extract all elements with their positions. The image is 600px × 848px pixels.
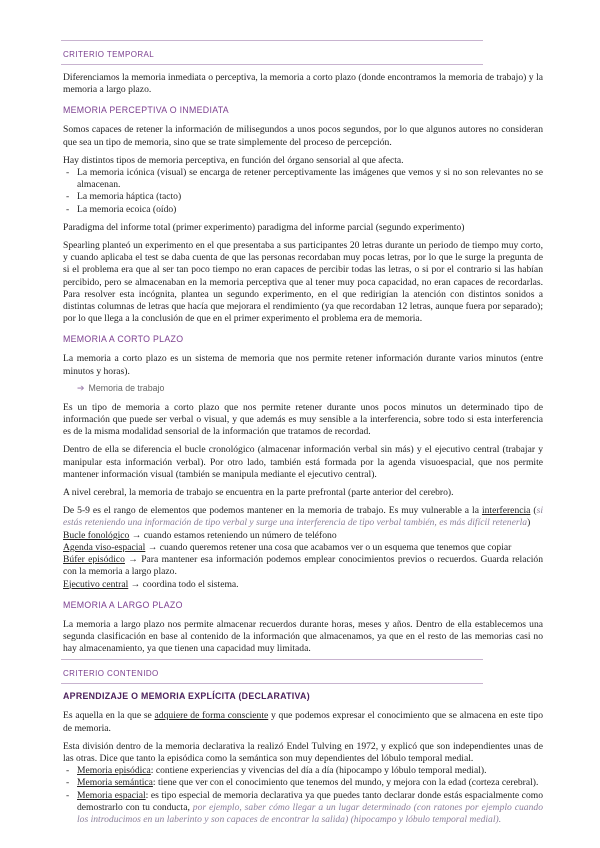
memory-text: : contiene experiencias y vivencias del día a día (hipocampo y lóbulo temporal medial). [150, 765, 487, 777]
heading-memoria-perceptiva: MEMORIA PERCEPTIVA O INMEDIATA [63, 105, 229, 116]
subheading-memoria-trabajo [77, 383, 543, 394]
text-span: y que podemos expresar el conocimiento que se almacena en este tipo de memoria. [63, 710, 543, 734]
list-item: - La memoria ecoica (oído) [63, 204, 543, 216]
explicita-paragraph-1 [63, 710, 543, 734]
component-term: Bucle fonológico [63, 529, 130, 541]
list-item [63, 777, 543, 789]
component-term: Ejecutivo central [63, 578, 129, 590]
perceptiva-paragraph-1: Somos capaces de retener la información de milisegundos a unos pocos segundos, por lo que algunos autores no consideran que sea un tipo de memoria, sino que se trate simplemente del proceso de percepción. [63, 124, 543, 148]
list-item: - La memoria icónica (visual) se encarga de retener perceptivamente las imágenes que vemos y si no son relevantes no se almacenan. [63, 167, 543, 191]
section-box-criterio-contenido [61, 659, 483, 684]
arrow-icon: ➔ [77, 382, 85, 393]
italic-example: si estás reteniendo una información de tipo verbal y surge una interferencia de tipo verbal también, es más difícil retenerla [63, 505, 544, 529]
paradigm-paragraph: Paradigma del informe total (primer experimento) paradigma del informe parcial (segundo experimento) [63, 221, 465, 233]
component-text: → coordina todo el sistema. [128, 578, 239, 590]
corto-paragraph-5 [63, 505, 543, 529]
italic-example: por ejemplo, saber cómo llegar a un lugar determinado (con ratones por ejemplo cuando los introducimos en un laberinto y son capaces de encontrar la salida) (hipocampo y lóbulo temporal medial). [77, 801, 543, 825]
explicita-paragraph-2: Esta división dentro de la memoria declarativa la realizó Endel Tulving en 1972, y explicó que son independientes unas de las otras. Dice que tanto la episódica como la semántica son muy dependientes del lóbulo temporal medial. [63, 740, 543, 764]
text-span: Es aquella en la que se [63, 710, 155, 722]
list-item [63, 765, 543, 777]
list-item [63, 790, 543, 827]
component-text: → Para mantener esa información podemos emplear conocimientos previos o recuerdos. Guarda relación con la memoria a largo plazo. [63, 554, 543, 578]
heading-memoria-corto-plazo: MEMORIA A CORTO PLAZO [63, 334, 184, 345]
memory-text: : tiene que ver con el conocimiento que tenemos del mundo, y mejora con la edad (corteza cerebral). [152, 777, 539, 789]
largo-paragraph: La memoria a largo plazo nos permite almacenar recuerdos durante horas, meses y años. Dentro de ella establecemos una segunda clasificación en base al contenido de la información que almacenamos, ya que en el resto de las memorias casi no hay almacenamiento, ya que tienen una capacidad muy limitada. [63, 618, 543, 655]
heading-memoria-largo-plazo: MEMORIA A LARGO PLAZO [63, 599, 183, 610]
underlined-term: adquiere de forma consciente [154, 710, 269, 722]
component-term: Agenda viso-espacial [63, 541, 146, 553]
text-span: ) [527, 517, 531, 529]
document-page [63, 40, 543, 826]
component-text: → cuando queremos retener una cosa que acabamos ver o un esquema que tenemos que copiar [145, 541, 512, 553]
text-span: ( [530, 505, 537, 517]
corto-paragraph-2: Es un tipo de memoria a corto plazo que nos permite retener durante unos pocos minutos un determinado tipo de información que puede ser verbal o visual, y que además es muy sensible a la interferencia, sobre todo si esta interferencia es de la misma modalidad sensorial de la información que tratamos de recordad. [63, 401, 543, 438]
component-term: Búfer episódico [63, 554, 125, 566]
section-label: CRITERIO CONTENIDO [63, 669, 159, 679]
component-bufer [63, 554, 543, 578]
subheading-label: Memoria de trabajo [88, 382, 165, 393]
explicita-types-list [63, 765, 543, 826]
memory-term: Memoria espacial [77, 789, 146, 801]
corto-paragraph-4: A nivel cerebral, la memoria de trabajo se encuentra en la parte prefrontal (parte anterior del cerebro). [63, 487, 454, 499]
perceptiva-types-list [63, 167, 543, 216]
corto-paragraph-1: La memoria a corto plazo es un sistema de memoria que nos permite retener información durante varios minutos (entre minutos y horas). [63, 353, 543, 377]
memory-text: : es tipo especial de memoria declarativa ya que puedes tanto declarar donde estás espacialmente como demostrarlo con tu conducta, [77, 789, 543, 813]
section-label: CRITERIO TEMPORAL [63, 50, 155, 59]
component-ejecutivo [63, 579, 543, 591]
component-text: → cuando estamos reteniendo un número de teléfono [129, 529, 337, 541]
text-span: De 5-9 es el rango de elementos que podemos mantener en la memoria de trabajo. Es muy vulnerable a la [63, 505, 482, 517]
corto-paragraph-3: Dentro de ella se diferencia el bucle cronológico (almacenar información verbal sin más) y el ejecutivo central (trabajar y manipular esta información verbal). Por otro lado, también está formada por la agenda visuoespacial, que nos permite mantener información visual (también se manipula mediante el ejecutivo central). [63, 444, 543, 480]
component-agenda [63, 542, 543, 554]
intro-paragraph: Diferenciamos la memoria inmediata o perceptiva, la memoria a corto plazo (donde encontramos la memoria de trabajo) y la memoria a largo plazo. [63, 72, 543, 96]
memory-term: Memoria semántica [77, 777, 153, 789]
perceptiva-paragraph-2: Hay distintos tipos de memoria perceptiva, en función del órgano sensorial al que afecta. [63, 154, 404, 166]
list-item: - La memoria háptica (tacto) [63, 191, 543, 203]
component-bucle [63, 530, 543, 542]
memory-term: Memoria episódica [77, 765, 151, 777]
sperling-paragraph: Spearling planteó un experimento en el que presentaba a sus participantes 20 letras durante un periodo de tiempo muy corto, y cuando aplicaba el test se daba cuenta de que las personas recordaban muy pocas letras, por lo que le surge la pregunta de si el problema era que al ser tan poco tiempo no eran capaces de percibir todas las letras, o si por el contrario si las habían percibido, pero se almacenaban en la memoria perceptiva que al tener muy poca capacidad, no eran capaces de recordarlas. Para resolver esta incógnita, plantea un segundo experimento, en el que redirigían la atención con distintos sonidos a distintas columnas de letras que hacía que mejorara el rendimiento (ya que recordaban 12 letras, aunque fuera por separado); por lo que llega a la conclusión de que en el primer experimento el problema era de memoria. [63, 240, 543, 325]
heading-memoria-explicita: APRENDIZAJE O MEMORIA EXPLÍCITA (DECLARATIVA) [63, 691, 310, 702]
section-box-criterio-temporal [61, 40, 483, 65]
underlined-term: interferencia [481, 505, 531, 517]
